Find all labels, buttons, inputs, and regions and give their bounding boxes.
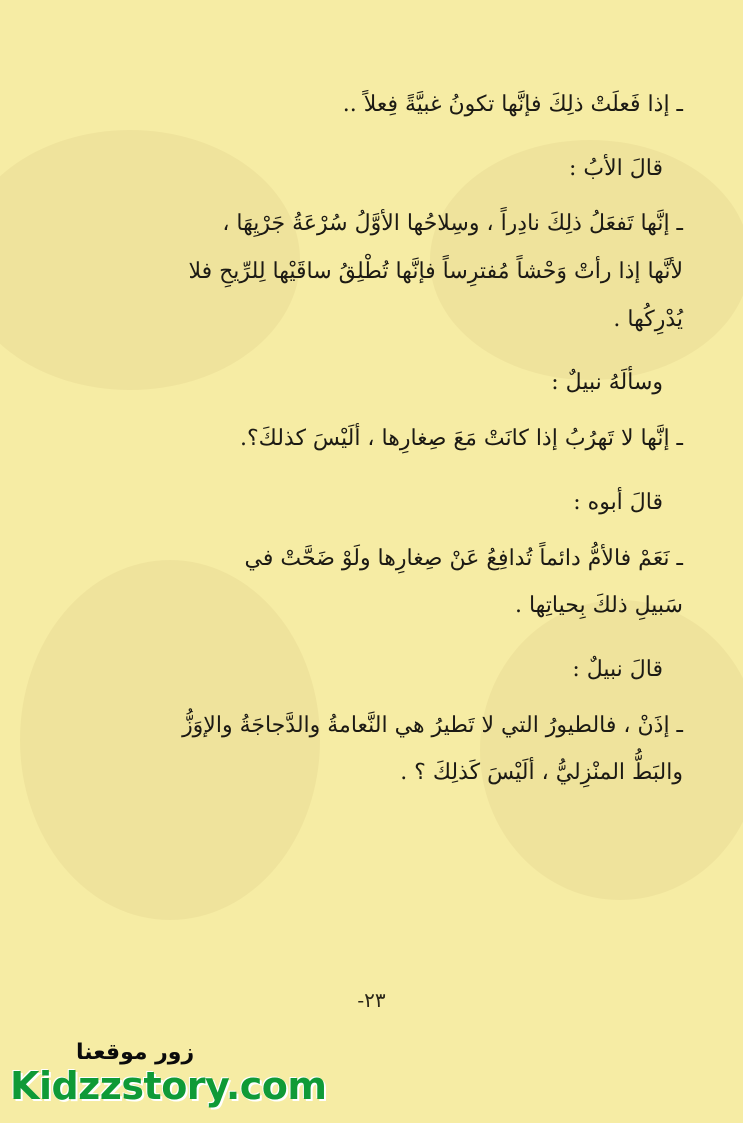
dialogue-paragraph	[60, 209, 683, 334]
site-watermark	[6, 1040, 327, 1120]
text-line: سَبيلِ ذلكَ بِحياتِها .	[514, 593, 683, 619]
text-line: ـ إذا فَعلَتْ ذلِكَ فإنَّها تكونُ غبيَّةً فِعلاً ..	[342, 92, 683, 117]
text-line: قالَ نبيلٌ :	[572, 656, 663, 682]
speaker-line	[60, 655, 683, 685]
watermark-english: Kidzzstory.com	[10, 1064, 327, 1108]
dialogue-paragraph	[60, 90, 683, 120]
text-line: وسألَهُ نبيلٌ :	[551, 370, 663, 396]
speaker-line	[60, 488, 683, 518]
text-line: ـ إذَنْ ، فالطيورُ التي لا تَطيرُ هي النَّعامةُ والدَّجاجَةُ والإوَزُّ	[182, 712, 683, 738]
dialogue-paragraph	[60, 711, 683, 788]
dialogue-paragraph	[60, 544, 683, 621]
text-line: قالَ الأبُ :	[569, 155, 663, 181]
text-line: والبَطُّ المنْزِليُّ ، ألَيْسَ كَذلِكَ ؟ .	[400, 760, 683, 786]
page-number: -٢٣	[357, 988, 386, 1012]
text-line: ـ إنَّها تَفعَلُ ذلِكَ نادِراً ، وسِلاحُها الأوَّلُ سُرْعَةُ جَرْيِهَا ،	[222, 211, 683, 237]
watermark-arabic: زور موقعنا	[76, 1040, 195, 1065]
dialogue-paragraph	[60, 424, 683, 454]
text-line: ـ نَعَمْ فالأمُّ دائماً تُدافِعُ عَنْ صِغارِها ولَوْ ضَحَّتْ في	[244, 545, 683, 571]
text-line: قالَ أبوه :	[573, 489, 663, 515]
text-line: لأنَّها إذا رأتْ وَحْشاً مُفترِساً فإنَّها تُطْلِقُ ساقَيْها لِلرِّيحِ فلا	[188, 259, 683, 285]
speaker-line	[60, 154, 683, 184]
page-body	[60, 90, 683, 822]
text-line: يُدْرِكُها .	[613, 306, 683, 332]
text-line: ـ إنَّها لا تَهرُبُ إذا كانَتْ مَعَ صِغارِها ، ألَيْسَ كذلكَ؟.	[240, 426, 683, 452]
speaker-line	[60, 368, 683, 398]
